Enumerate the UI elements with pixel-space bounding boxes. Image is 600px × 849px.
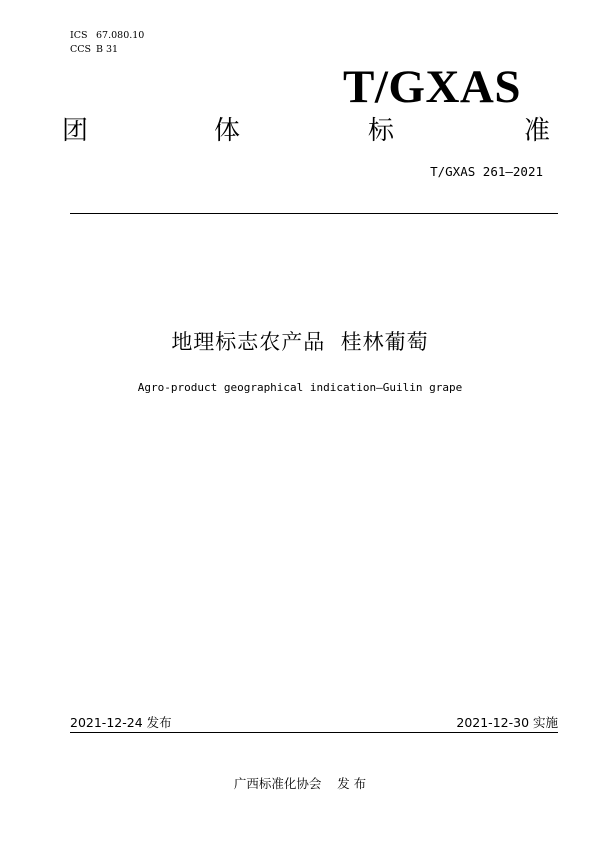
- implementation-date: 2021-12-30 实施: [456, 715, 558, 730]
- doc-type-char-1: 团: [62, 116, 89, 146]
- publisher-line: 广西标准化协会 发 布: [233, 776, 367, 791]
- doc-type-char-4: 准: [524, 116, 551, 146]
- ics-row: [70, 29, 144, 43]
- document-type-heading: [62, 111, 562, 151]
- standard-number: T/GXAS 261—2021: [430, 164, 543, 179]
- document-title-english: Agro-product geographical indication—Guilin grape: [137, 381, 463, 394]
- doc-type-char-3: 标: [368, 116, 395, 146]
- footer-divider: [70, 732, 558, 733]
- ccs-code: B 31: [96, 44, 119, 55]
- ccs-row: [70, 43, 144, 57]
- issue-date: 2021-12-24 发布: [70, 715, 172, 730]
- document-title-chinese: 地理标志农产品 桂林葡萄: [171, 330, 429, 354]
- header-divider: [70, 213, 558, 214]
- standard-brand-mark: T/GXAS: [343, 61, 521, 113]
- doc-type-char-2: 体: [214, 116, 241, 146]
- classification-codes: [70, 29, 144, 57]
- ics-code: 67.080.10: [96, 30, 145, 41]
- ccs-label: CCS: [70, 44, 92, 55]
- ics-label: ICS: [70, 30, 88, 41]
